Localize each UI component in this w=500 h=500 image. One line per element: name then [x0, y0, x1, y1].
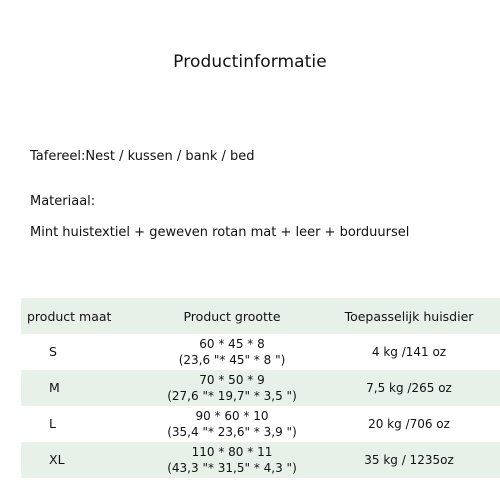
pet-weight-cell: 35 kg / 1235oz [318, 442, 500, 478]
size-cell: XL [21, 442, 146, 478]
table-row [21, 406, 500, 442]
dimensions-cell [146, 442, 318, 478]
dimensions-cell [146, 370, 318, 406]
dimensions-inch: (35,4 "* 23,6" * 3,9 ") [167, 425, 297, 439]
dimensions-inch: (43,3 "* 31,5" * 4,3 ") [167, 461, 297, 475]
size-cell: M [21, 370, 146, 406]
dimensions-cell [146, 406, 318, 442]
scene-text: Tafereel:Nest / kussen / bank / bed [30, 149, 255, 164]
size-cell: S [49, 344, 57, 359]
dimensions-cell [146, 334, 318, 370]
pet-weight-cell: 7,5 kg /265 oz [318, 370, 500, 406]
size-cell: L [49, 416, 56, 431]
size-table [21, 298, 500, 478]
table-row [21, 334, 500, 370]
material-label: Materiaal: [30, 194, 96, 209]
header-suitable-pet: Toepasselijk huisdier [318, 298, 500, 334]
table-row [21, 370, 500, 406]
pet-weight-cell: 4 kg /141 oz [371, 345, 447, 359]
dimensions-inch: (27,6 "* 19,7" * 3,5 ") [167, 389, 297, 403]
dimensions-inch: (23,6 "* 45" * 8 ") [178, 353, 286, 367]
table-header-row [21, 298, 500, 334]
dimensions-cm: 70 * 50 * 9 [199, 373, 265, 387]
table-row [21, 442, 500, 478]
material-value: Mint huistextiel + geweven rotan mat + leer + borduursel [30, 225, 410, 240]
header-product-dimensions: Product grootte [146, 298, 318, 334]
pet-weight-cell: 20 kg /706 oz [368, 417, 450, 431]
header-product-size: product maat [21, 298, 146, 334]
dimensions-cm: 60 * 45 * 8 [199, 337, 265, 351]
dimensions-cm: 90 * 60 * 10 [195, 409, 269, 423]
dimensions-cm: 110 * 80 * 11 [191, 445, 273, 459]
page-title: Productinformatie [173, 52, 327, 72]
